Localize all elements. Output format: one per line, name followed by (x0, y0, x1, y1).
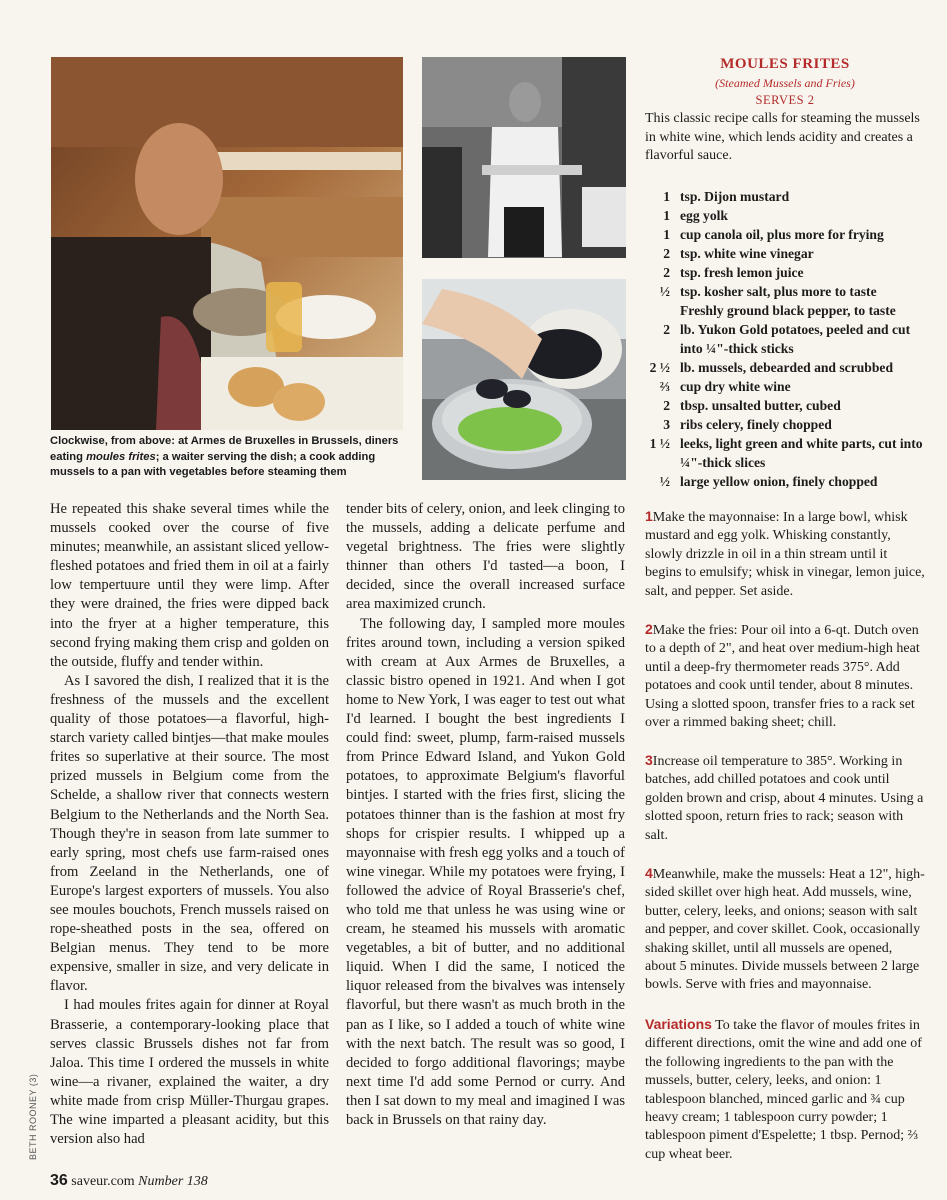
variations-label: Variations (645, 1016, 712, 1032)
ingredient-item (640, 358, 930, 377)
ingredient-item (640, 320, 930, 358)
ingredient-qty: 1 (663, 189, 670, 204)
ingredient-text: Freshly ground black pepper, to taste (680, 303, 896, 318)
article-paragraph: The following day, I sampled more moules frites around town, including a version spiked with cream at Aux Armes de Bruxelles, a classic bistro opened in 1921. And when I got home to New York, I was eager to test out what I'd learned. I bought the best ingredients I could find: sweet, plump, farm-raised mussels from Prince Edward Island, and Yukon Gold potatoes, to approximate Belgium's flavorful bintjes. I started with the fries first, slicing the potatoes thinner than is the fashion at most fry shops for crispier results. I whipped up a mayonnaise with fresh egg yolks and a touch of wine vinegar. While my potatoes were frying, I followed the advice of Royal Brasserie's chef, who told me that unless he was using wine or cream, he steamed his mussels with aromatic vegetables, a bit of butter, and no additional liquid. When I did the same, I noticed the liquor released from the bivalves was intensely flavorful, but there wasn't as much broth in the pan as I like, so I added a touch of white wine with the next batch. The result was so good, I decided to forgo additional flavorings; maybe next time I'd add some Pernod or curry. And then I sat down to my meal and imagined I was back in Brussels on that rainy day. (346, 615, 625, 1128)
step-text: Make the fries: Pour oil into a 6-qt. Dutch oven to a depth of 2", and heat over medium-high heat until a deep-fry thermometer reads 375°. Add potatoes and cook until tender, about 8 minutes. Using a slotted spoon, transfer fries to a rack set over a rimmed baking sheet; chill. (645, 623, 920, 731)
ingredient-item (640, 396, 930, 415)
recipe-title: MOULES FRITES (720, 56, 850, 72)
ingredient-item (640, 434, 930, 472)
page-number: 36 (50, 1172, 68, 1189)
recipe-step-2 (645, 620, 925, 732)
article-column-1 (50, 500, 329, 1149)
ingredient-text: egg yolk (680, 208, 728, 223)
photo-main (51, 57, 403, 430)
recipe-variations (645, 1015, 925, 1164)
recipe-step-4 (645, 864, 925, 995)
article-paragraph: He repeated this shake several times while the mussels cooked over the course of five minutes; meanwhile, an assistant sliced yellow-fleshed potatoes and fried them in oil at a fairly low tempertuure until they were limp. After they were drained, the fries were dipped back into the fryer at a higher temperature, this second frying making them crisp and golden on the outside, fluffy and tender within. (50, 501, 329, 670)
variations-text: To take the flavor of moules frites in different directions, omit the wine and add one of the following ingredients to the pan with the mussels, butter, celery, leeks, and onion: 1 tablespoon blanched, minced garlic and ¾ cup heavy cream; 1 tablespoon curry powder; 1 tablespoon piment d'Espelette; 1 tbsp. Pernod; ⅔ cup wheat beer. (645, 1018, 922, 1162)
ingredient-text: tsp. kosher salt, plus more to taste (680, 284, 877, 299)
ingredient-qty: ⅔ (659, 379, 670, 394)
recipe-intro: This classic recipe calls for steaming the mussels in white wine, which lends acidity and creates a flavorful sauce. (645, 111, 920, 163)
ingredient-text: tbsp. unsalted butter, cubed (680, 398, 841, 413)
ingredient-qty: 1 (663, 227, 670, 242)
ingredient-qty (640, 301, 680, 320)
ingredient-item (640, 263, 930, 282)
step-text: Make the mayonnaise: In a large bowl, whisk mustard and egg yolk. Whisking constantly, slowly drizzle in oil in a thin stream until it begins to emulsify; whisk in vinegar, lemon juice, salt, and pepper. Set aside. (645, 510, 925, 599)
ingredient-item (640, 377, 930, 396)
ingredient-qty: 3 (663, 417, 670, 432)
ingredient-text: lb. mussels, debearded and scrubbed (680, 360, 894, 375)
step-number: 4 (645, 865, 653, 881)
page-footer (50, 1172, 208, 1190)
ingredient-text: tsp. white wine vinegar (680, 246, 814, 261)
recipe-subtitle: (Steamed Mussels and Fries) (715, 76, 855, 90)
recipe-step-1 (645, 507, 925, 601)
article-paragraph: tender bits of celery, onion, and leek clinging to the mussels, adding a delicate perfume and vegetal brightness. The fries were slightly thinner than others I'd tasted—a boon, I decided, since the overall increased surface area maximized crunch. (346, 501, 625, 613)
ingredient-item (640, 206, 930, 225)
ingredient-qty: 1 ½ (649, 436, 670, 451)
article-paragraph: I had moules frites again for dinner at Royal Brasserie, a contemporary-looking place that serves classic Brussels dishes not far from Jaloa. This time I ordered the mussels in white wine—a rivaner, explained the waiter, a dry white made from crisp Müller-Thurgau grapes. The wine imparted a pleasant acidity, but this version also had (50, 997, 329, 1148)
ingredient-qty: 2 (663, 322, 670, 337)
photo-cook (422, 279, 626, 480)
ingredient-item (640, 187, 930, 206)
ingredient-qty: ½ (659, 474, 670, 489)
ingredient-qty: 2 ½ (649, 360, 670, 375)
ingredient-text: tsp. fresh lemon juice (680, 265, 804, 280)
photo-waiter (422, 57, 626, 258)
photo-caption (50, 434, 406, 481)
ingredient-text: ribs celery, finely chopped (680, 417, 832, 432)
ingredient-qty: 2 (663, 398, 670, 413)
ingredient-qty: 2 (663, 265, 670, 280)
recipe-step-3 (645, 751, 925, 845)
ingredient-item (640, 415, 930, 434)
issue-number: Number 138 (138, 1174, 208, 1189)
ingredient-item (640, 225, 930, 244)
site-name: saveur.com (67, 1174, 139, 1189)
photo-credit: BETH ROONEY (3) (28, 1073, 38, 1160)
ingredient-text: large yellow onion, finely chopped (680, 474, 878, 489)
step-number: 2 (645, 621, 653, 637)
ingredient-item (640, 244, 930, 263)
step-number: 3 (645, 752, 653, 768)
caption-text-2: ; a waiter serving the dish; a cook adding mussels to a pan with vegetables before steaming them (50, 450, 376, 478)
ingredient-item (640, 301, 930, 320)
ingredient-qty: ½ (659, 284, 670, 299)
step-number: 1 (645, 508, 653, 524)
ingredient-qty: 1 (663, 208, 670, 223)
step-text: Meanwhile, make the mussels: Heat a 12", high-sided skillet over high heat. Add mussels, wine, butter, celery, leeks, and onions; season with salt and pepper, and cover skillet. Cook, occasionally shaking skillet, until all mussels are opened, about 5 minutes. Divide mussels between 2 large bowls. Serve with fries and mayonnaise. (645, 867, 925, 993)
ingredient-text: leeks, light green and white parts, cut into ¼"-thick slices (680, 436, 923, 470)
ingredient-list (640, 187, 930, 491)
ingredient-item (640, 472, 930, 491)
article-paragraph: As I savored the dish, I realized that it is the freshness of the mussels and the excellent quality of those potatoes—a flavorful, high-starch variety called bintjes—that make moules frites so superlative at their source. The most prized mussels in Belgium come from the Schelde, a shallow river that connects western Belgium to the Netherlands and the North Sea. Though they're in season from late summer to early spring, most chefs use farm-raised ones from Zeeland in the Netherlands, one of Europe's largest exporters of mussels. You also see moules bouchots, French mussels raised on rope-sheathed posts in the sea, offered on Belgian menus. They tend to be more expensive, smaller in size, and very delicate in flavor. (50, 672, 329, 995)
ingredient-qty: 2 (663, 246, 670, 261)
caption-emphasis: moules frites (86, 450, 156, 463)
ingredient-text: cup canola oil, plus more for frying (680, 227, 884, 242)
article-column-2 (346, 500, 625, 1130)
ingredient-text: cup dry white wine (680, 379, 791, 394)
ingredient-text: lb. Yukon Gold potatoes, peeled and cut into ¼"-thick sticks (680, 322, 911, 356)
caption-text-1: Clockwise, from above: at Armes de Bruxelles in Brussels, diners eating (50, 435, 399, 463)
step-text: Increase oil temperature to 385°. Working in batches, add chilled potatoes and cook until golden brown and crisp, about 4 minutes. Using a slotted spoon, return fries to rack; season with salt. (645, 754, 924, 843)
ingredient-item (640, 282, 930, 301)
recipe-serves: SERVES 2 (755, 93, 815, 107)
ingredient-text: tsp. Dijon mustard (680, 189, 790, 204)
